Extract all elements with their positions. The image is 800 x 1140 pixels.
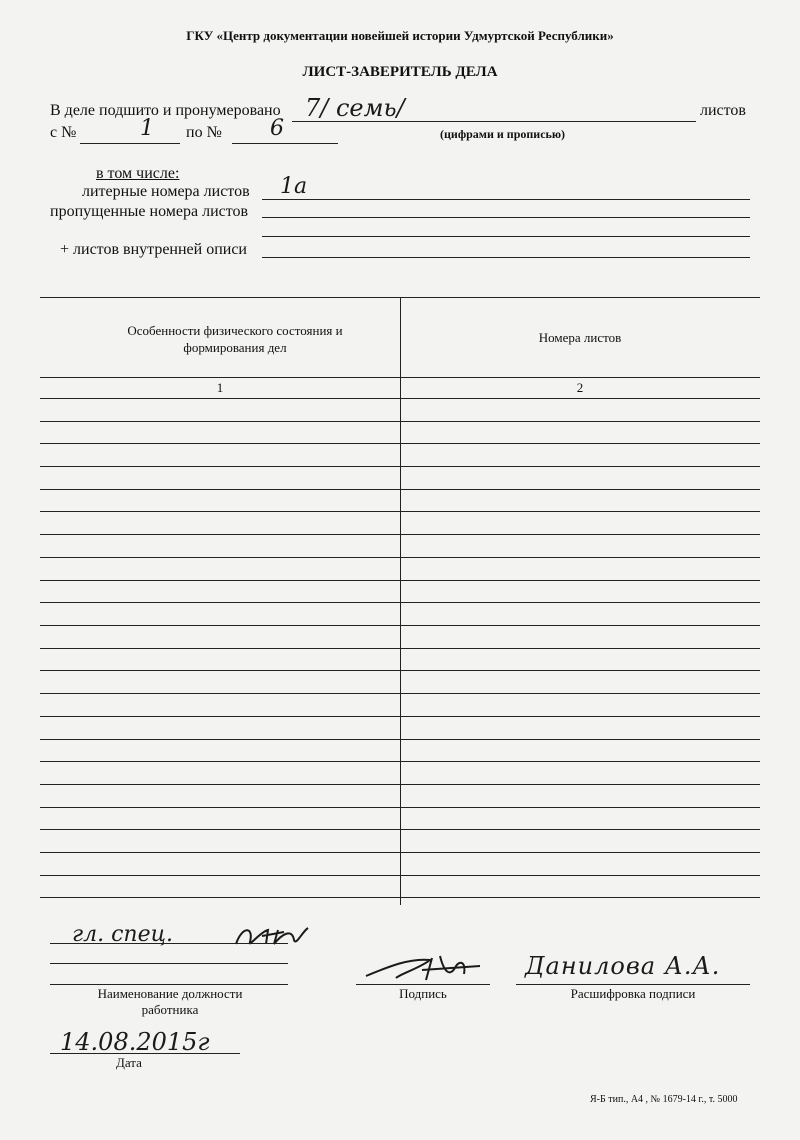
table-row-line <box>40 534 760 535</box>
table-row-line <box>40 602 760 603</box>
skipped-numbers-underline <box>262 217 750 218</box>
table-row-line <box>40 784 760 785</box>
digits-hint: (цифрами и прописью) <box>440 127 566 141</box>
position-initials-mark <box>232 922 312 950</box>
skipped-numbers-label: пропущенные номера листов <box>50 203 249 220</box>
filed-label: В деле подшито и пронумеровано <box>50 102 281 119</box>
position-label: Наименование должности работника <box>97 986 243 1017</box>
date-label: Дата <box>116 1055 142 1070</box>
sheets-label: листов <box>700 102 746 119</box>
table-row-line <box>40 670 760 671</box>
signature-decode-value: Данилова А.А. <box>525 952 721 980</box>
table-row-line <box>40 421 760 422</box>
table-row-line <box>40 716 760 717</box>
date-underline <box>50 1053 240 1054</box>
position-value: гл. спец. <box>72 922 173 947</box>
to-value: 6 <box>270 116 284 141</box>
table-row-line <box>40 897 760 898</box>
letter-numbers-underline <box>262 199 750 200</box>
table-row-line <box>40 648 760 649</box>
filed-value: 7/ семь/ <box>305 94 405 122</box>
from-underline <box>80 143 180 144</box>
from-label: с № <box>50 124 77 141</box>
skipped-numbers-underline-2 <box>262 236 750 237</box>
letter-numbers-label: литерные номера листов <box>82 183 250 200</box>
table-row-line <box>40 829 760 830</box>
table-row-line <box>40 625 760 626</box>
signature-decode-label: Расшифровка подписи <box>570 986 696 1001</box>
letter-numbers-value: 1а <box>280 174 308 199</box>
inner-inventory-underline <box>262 257 750 258</box>
position-underline-2 <box>50 963 288 964</box>
table-row-line <box>40 489 760 490</box>
table-row-line <box>40 580 760 581</box>
from-value: 1 <box>140 116 154 141</box>
document-title: ЛИСТ-ЗАВЕРИТЕЛЬ ДЕЛА <box>302 64 498 80</box>
table-row-line <box>40 875 760 876</box>
inner-inventory-label: + листов внутренней описи <box>60 241 247 258</box>
table-row-line <box>40 398 760 399</box>
position-underline-3 <box>50 984 288 985</box>
table-row-line <box>40 693 760 694</box>
signature-mark <box>360 952 490 984</box>
print-info: Я-Б тип., А4 , № 1679-14 г., т. 5000 <box>590 1094 738 1105</box>
organization-header: ГКУ «Центр документации новейшей истории Удмуртской Республики» <box>186 28 614 43</box>
table-row-line <box>40 466 760 467</box>
signature-decode-underline <box>516 984 750 985</box>
to-underline <box>232 143 338 144</box>
table-row-line <box>40 761 760 762</box>
date-value: 14.08.2015г <box>60 1028 210 1056</box>
table-row-line <box>40 511 760 512</box>
table-col2-header: Номера листов <box>538 330 622 345</box>
table-column-divider <box>400 297 401 905</box>
including-label: в том числе: <box>96 165 180 182</box>
table-row-line <box>40 852 760 853</box>
table-row-line <box>40 443 760 444</box>
table-header-bottom-border <box>40 377 760 378</box>
position-underline <box>50 943 288 944</box>
signature-underline <box>356 984 490 985</box>
table-row-line <box>40 557 760 558</box>
signature-label: Подпись <box>399 986 447 1001</box>
table-col1-number: 1 <box>216 380 224 395</box>
table-col2-number: 2 <box>576 380 584 395</box>
table-col1-header: Особенности физического состояния и формирования дел <box>127 323 343 355</box>
table-row-line <box>40 739 760 740</box>
table-row-line <box>40 807 760 808</box>
to-label: по № <box>186 124 222 141</box>
